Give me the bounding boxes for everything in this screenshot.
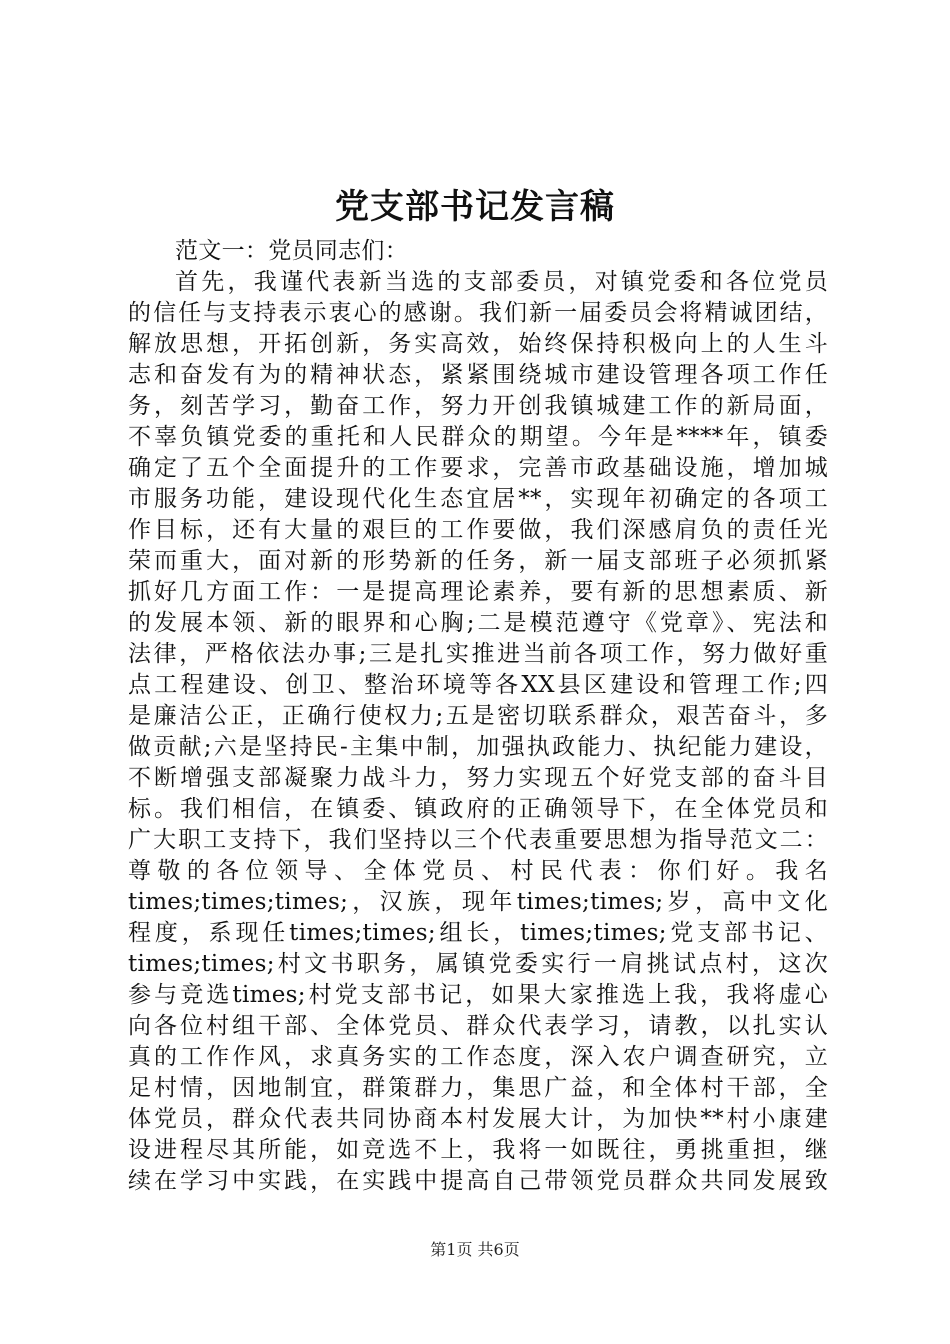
paragraph-line: 程度，系现任times;times;组长，times;times;党支部书记、 — [128, 920, 828, 946]
document-body — [128, 236, 828, 1197]
paragraph-line: 真的工作作风，求真务实的工作态度，深入农户调查研究，立 — [128, 1044, 828, 1070]
document-title: 党支部书记发言稿 — [335, 187, 615, 227]
paragraph-line: 首先，我谨代表新当选的支部委员，对镇党委和各位党员 — [175, 269, 828, 295]
paragraph-line: 参与竞选times;村党支部书记，如果大家推选上我，我将虚心 — [128, 982, 828, 1008]
page-footer: 第1页 共6页 — [430, 1240, 520, 1259]
paragraph-line: 不辜负镇党委的重托和人民群众的期望。今年是****年，镇委 — [128, 424, 828, 450]
paragraph-line: 足村情，因地制宜，群策群力，集思广益，和全体村干部，全 — [128, 1075, 828, 1101]
paragraph-line: 的信任与支持表示衷心的感谢。我们新一届委员会将精诚团结， — [128, 300, 828, 326]
paragraph-line: 不断增强支部凝聚力战斗力，努力实现五个好党支部的奋斗目 — [128, 765, 828, 791]
paragraph-line: 作目标，还有大量的艰巨的工作要做，我们深感肩负的责任光 — [128, 517, 828, 543]
paragraph-line: 范文一：党员同志们： — [175, 238, 408, 264]
paragraph-line: 尊敬的各位领导、全体党员、村民代表：你们好。我名 — [128, 858, 828, 884]
paragraph-line: 体党员，群众代表共同协商本村发展大计，为加快**村小康建 — [128, 1106, 828, 1132]
paragraph-line: times;times;村文书职务，属镇党委实行一肩挑试点村，这次 — [128, 951, 828, 977]
paragraph-line: 市服务功能，建设现代化生态宜居**，实现年初确定的各项工 — [128, 486, 828, 512]
paragraph-line: 志和奋发有为的精神状态，紧紧围绕城市建设管理各项工作任 — [128, 362, 828, 388]
paragraph-line: 续在学习中实践，在实践中提高自己带领党员群众共同发展致 — [128, 1168, 828, 1194]
paragraph-line: 荣而重大，面对新的形势新的任务，新一届支部班子必须抓紧 — [128, 548, 828, 574]
paragraph-line: 向各位村组干部、全体党员、群众代表学习，请教，以扎实认 — [128, 1013, 828, 1039]
paragraph-line: 确定了五个全面提升的工作要求，完善市政基础设施，增加城 — [128, 455, 828, 481]
paragraph-line: 标。我们相信，在镇委、镇政府的正确领导下，在全体党员和 — [128, 796, 828, 822]
paragraph-line: 抓好几方面工作：一是提高理论素养，要有新的思想素质、新 — [128, 579, 828, 605]
paragraph-line: 法律，严格依法办事;三是扎实推进当前各项工作，努力做好重 — [128, 641, 828, 667]
paragraph-line: 的发展本领、新的眼界和心胸;二是模范遵守《党章》、宪法和 — [128, 610, 828, 636]
paragraph-line: 设进程尽其所能，如竞选不上，我将一如既往，勇挑重担，继 — [128, 1137, 828, 1163]
paragraph-line: times;times;times;，汉族，现年times;times;岁，高中文化 — [128, 889, 828, 915]
paragraph-line: 点工程建设、创卫、整治环境等各XX县区建设和管理工作;四 — [128, 672, 828, 698]
paragraph-line: 广大职工支持下，我们坚持以三个代表重要思想为指导范文二： — [128, 827, 828, 853]
paragraph-line: 是廉洁公正，正确行使权力;五是密切联系群众，艰苦奋斗，多 — [128, 703, 828, 729]
paragraph-line: 解放思想，开拓创新，务实高效，始终保持积极向上的人生斗 — [128, 331, 828, 357]
paragraph-line: 务，刻苦学习，勤奋工作，努力开创我镇城建工作的新局面， — [128, 393, 828, 419]
paragraph-line: 做贡献;六是坚持民-主集中制，加强执政能力、执纪能力建设， — [128, 734, 828, 760]
